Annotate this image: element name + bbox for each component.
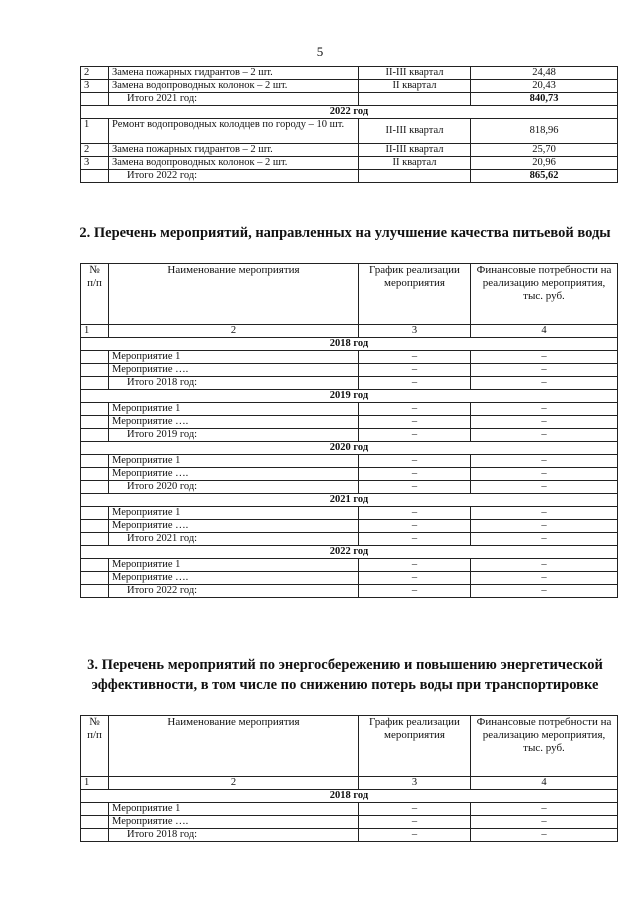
table-row	[81, 520, 618, 533]
table-row	[81, 468, 618, 481]
table-row	[81, 157, 618, 170]
total-row	[81, 585, 618, 598]
header-num: № п/п	[81, 716, 109, 777]
finance-dash: –	[471, 481, 618, 494]
row-num: 3	[81, 157, 109, 170]
year-row	[81, 338, 618, 351]
row-amount: 818,96	[471, 119, 618, 144]
finance-dash: –	[471, 351, 618, 364]
row-name: Ремонт водопроводных колодцев по городу – 10 шт.	[109, 119, 359, 144]
item-name: Мероприятие 1	[109, 403, 359, 416]
total-label: Итого 2019 год:	[109, 429, 359, 442]
col-number: 3	[359, 777, 471, 790]
col-number: 1	[81, 777, 109, 790]
total-row	[81, 429, 618, 442]
col-number: 3	[359, 325, 471, 338]
schedule-dash: –	[359, 520, 471, 533]
schedule-dash: –	[359, 507, 471, 520]
total-row	[81, 829, 618, 842]
year-row	[81, 390, 618, 403]
schedule-dash: –	[359, 829, 471, 842]
schedule-dash: –	[359, 585, 471, 598]
year-row	[81, 494, 618, 507]
total-label: Итого 2021 год:	[109, 93, 359, 106]
item-name: Мероприятие 1	[109, 803, 359, 816]
item-name: Мероприятие 1	[109, 455, 359, 468]
row-num: 2	[81, 67, 109, 80]
row-name: Замена пожарных гидрантов – 2 шт.	[109, 67, 359, 80]
schedule-dash: –	[359, 803, 471, 816]
table-row	[81, 816, 618, 829]
table-row	[81, 572, 618, 585]
table-row	[81, 455, 618, 468]
finance-dash: –	[471, 429, 618, 442]
total-label: Итого 2018 год:	[109, 377, 359, 390]
year-heading: 2021 год	[81, 494, 618, 507]
finance-dash: –	[471, 816, 618, 829]
schedule-dash: –	[359, 572, 471, 585]
finance-dash: –	[471, 803, 618, 816]
total-label: Итого 2020 год:	[109, 481, 359, 494]
year-row	[81, 546, 618, 559]
finance-dash: –	[471, 403, 618, 416]
schedule-dash: –	[359, 816, 471, 829]
year-row	[81, 442, 618, 455]
table-continuation	[80, 66, 618, 183]
row-num: 3	[81, 80, 109, 93]
finance-dash: –	[471, 533, 618, 546]
finance-dash: –	[471, 507, 618, 520]
row-schedule: II-III квартал	[359, 67, 471, 80]
col-number: 1	[81, 325, 109, 338]
schedule-dash: –	[359, 468, 471, 481]
row-schedule: II квартал	[359, 80, 471, 93]
finance-dash: –	[471, 520, 618, 533]
row-name: Замена водопроводных колонок – 2 шт.	[109, 80, 359, 93]
header-row	[81, 264, 618, 325]
item-name: Мероприятие 1	[109, 351, 359, 364]
item-name: Мероприятие 1	[109, 559, 359, 572]
total-amount: 865,62	[471, 170, 618, 183]
schedule-dash: –	[359, 429, 471, 442]
section-3-title: 3. Перечень мероприятий по энергосбережению и повышению энергетической эффективности, в том числе по снижению потерь воды при транспортировке	[87, 657, 603, 693]
row-schedule: II квартал	[359, 157, 471, 170]
table-row	[81, 559, 618, 572]
schedule-dash: –	[359, 416, 471, 429]
year-heading: 2019 год	[81, 390, 618, 403]
table-section-2	[80, 263, 618, 598]
header-schedule: График реализации мероприятия	[359, 716, 471, 777]
row-schedule: II-III квартал	[359, 119, 471, 144]
table-row	[81, 119, 618, 144]
row-name: Замена водопроводных колонок – 2 шт.	[109, 157, 359, 170]
col-number-row	[81, 325, 618, 338]
row-name: Замена пожарных гидрантов – 2 шт.	[109, 144, 359, 157]
page-number: 5	[316, 44, 324, 59]
finance-dash: –	[471, 559, 618, 572]
finance-dash: –	[471, 585, 618, 598]
item-name: Мероприятие ….	[109, 416, 359, 429]
schedule-dash: –	[359, 403, 471, 416]
finance-dash: –	[471, 416, 618, 429]
col-number: 2	[109, 777, 359, 790]
header-name: Наименование мероприятия	[109, 716, 359, 777]
table-section-3	[80, 715, 618, 842]
year-heading: 2018 год	[81, 790, 618, 803]
total-row	[81, 533, 618, 546]
table-row	[81, 507, 618, 520]
row-amount: 24,48	[471, 67, 618, 80]
table-row	[81, 144, 618, 157]
row-num: 2	[81, 144, 109, 157]
header-row	[81, 716, 618, 777]
item-name: Мероприятие ….	[109, 364, 359, 377]
header-schedule: График реализации мероприятия	[359, 264, 471, 325]
year-heading: 2020 год	[81, 442, 618, 455]
schedule-dash: –	[359, 351, 471, 364]
year-heading: 2022 год	[81, 546, 618, 559]
year-heading: 2022 год	[81, 106, 618, 119]
table-row	[81, 364, 618, 377]
finance-dash: –	[471, 468, 618, 481]
finance-dash: –	[471, 572, 618, 585]
total-row	[81, 377, 618, 390]
header-num: № п/п	[81, 264, 109, 325]
total-label: Итого 2021 год:	[109, 533, 359, 546]
table-row	[81, 416, 618, 429]
year-row	[81, 790, 618, 803]
section-2-title: 2. Перечень мероприятий, направленных на улучшение качества питьевой воды	[79, 225, 611, 241]
table-row	[81, 80, 618, 93]
total-row	[81, 170, 618, 183]
header-finance: Финансовые потребности на реализацию мероприятия, тыс. руб.	[471, 716, 618, 777]
row-schedule: II-III квартал	[359, 144, 471, 157]
total-amount: 840,73	[471, 93, 618, 106]
year-heading: 2018 год	[81, 338, 618, 351]
finance-dash: –	[471, 829, 618, 842]
header-finance: Финансовые потребности на реализацию мероприятия, тыс. руб.	[471, 264, 618, 325]
col-number: 4	[471, 325, 618, 338]
table-row	[81, 803, 618, 816]
table-row	[81, 67, 618, 80]
total-label: Итого 2022 год:	[109, 170, 359, 183]
finance-dash: –	[471, 377, 618, 390]
total-row	[81, 93, 618, 106]
table-row	[81, 351, 618, 364]
row-amount: 25,70	[471, 144, 618, 157]
table-row	[81, 403, 618, 416]
finance-dash: –	[471, 364, 618, 377]
schedule-dash: –	[359, 455, 471, 468]
item-name: Мероприятие ….	[109, 520, 359, 533]
schedule-dash: –	[359, 481, 471, 494]
schedule-dash: –	[359, 364, 471, 377]
finance-dash: –	[471, 455, 618, 468]
item-name: Мероприятие ….	[109, 468, 359, 481]
total-label: Итого 2018 год:	[109, 829, 359, 842]
total-label: Итого 2022 год:	[109, 585, 359, 598]
total-row	[81, 481, 618, 494]
year-row	[81, 106, 618, 119]
schedule-dash: –	[359, 533, 471, 546]
col-number: 2	[109, 325, 359, 338]
col-number-row	[81, 777, 618, 790]
header-name: Наименование мероприятия	[109, 264, 359, 325]
row-num: 1	[81, 119, 109, 144]
schedule-dash: –	[359, 377, 471, 390]
item-name: Мероприятие ….	[109, 816, 359, 829]
col-number: 4	[471, 777, 618, 790]
item-name: Мероприятие 1	[109, 507, 359, 520]
schedule-dash: –	[359, 559, 471, 572]
item-name: Мероприятие ….	[109, 572, 359, 585]
row-amount: 20,43	[471, 80, 618, 93]
row-amount: 20,96	[471, 157, 618, 170]
